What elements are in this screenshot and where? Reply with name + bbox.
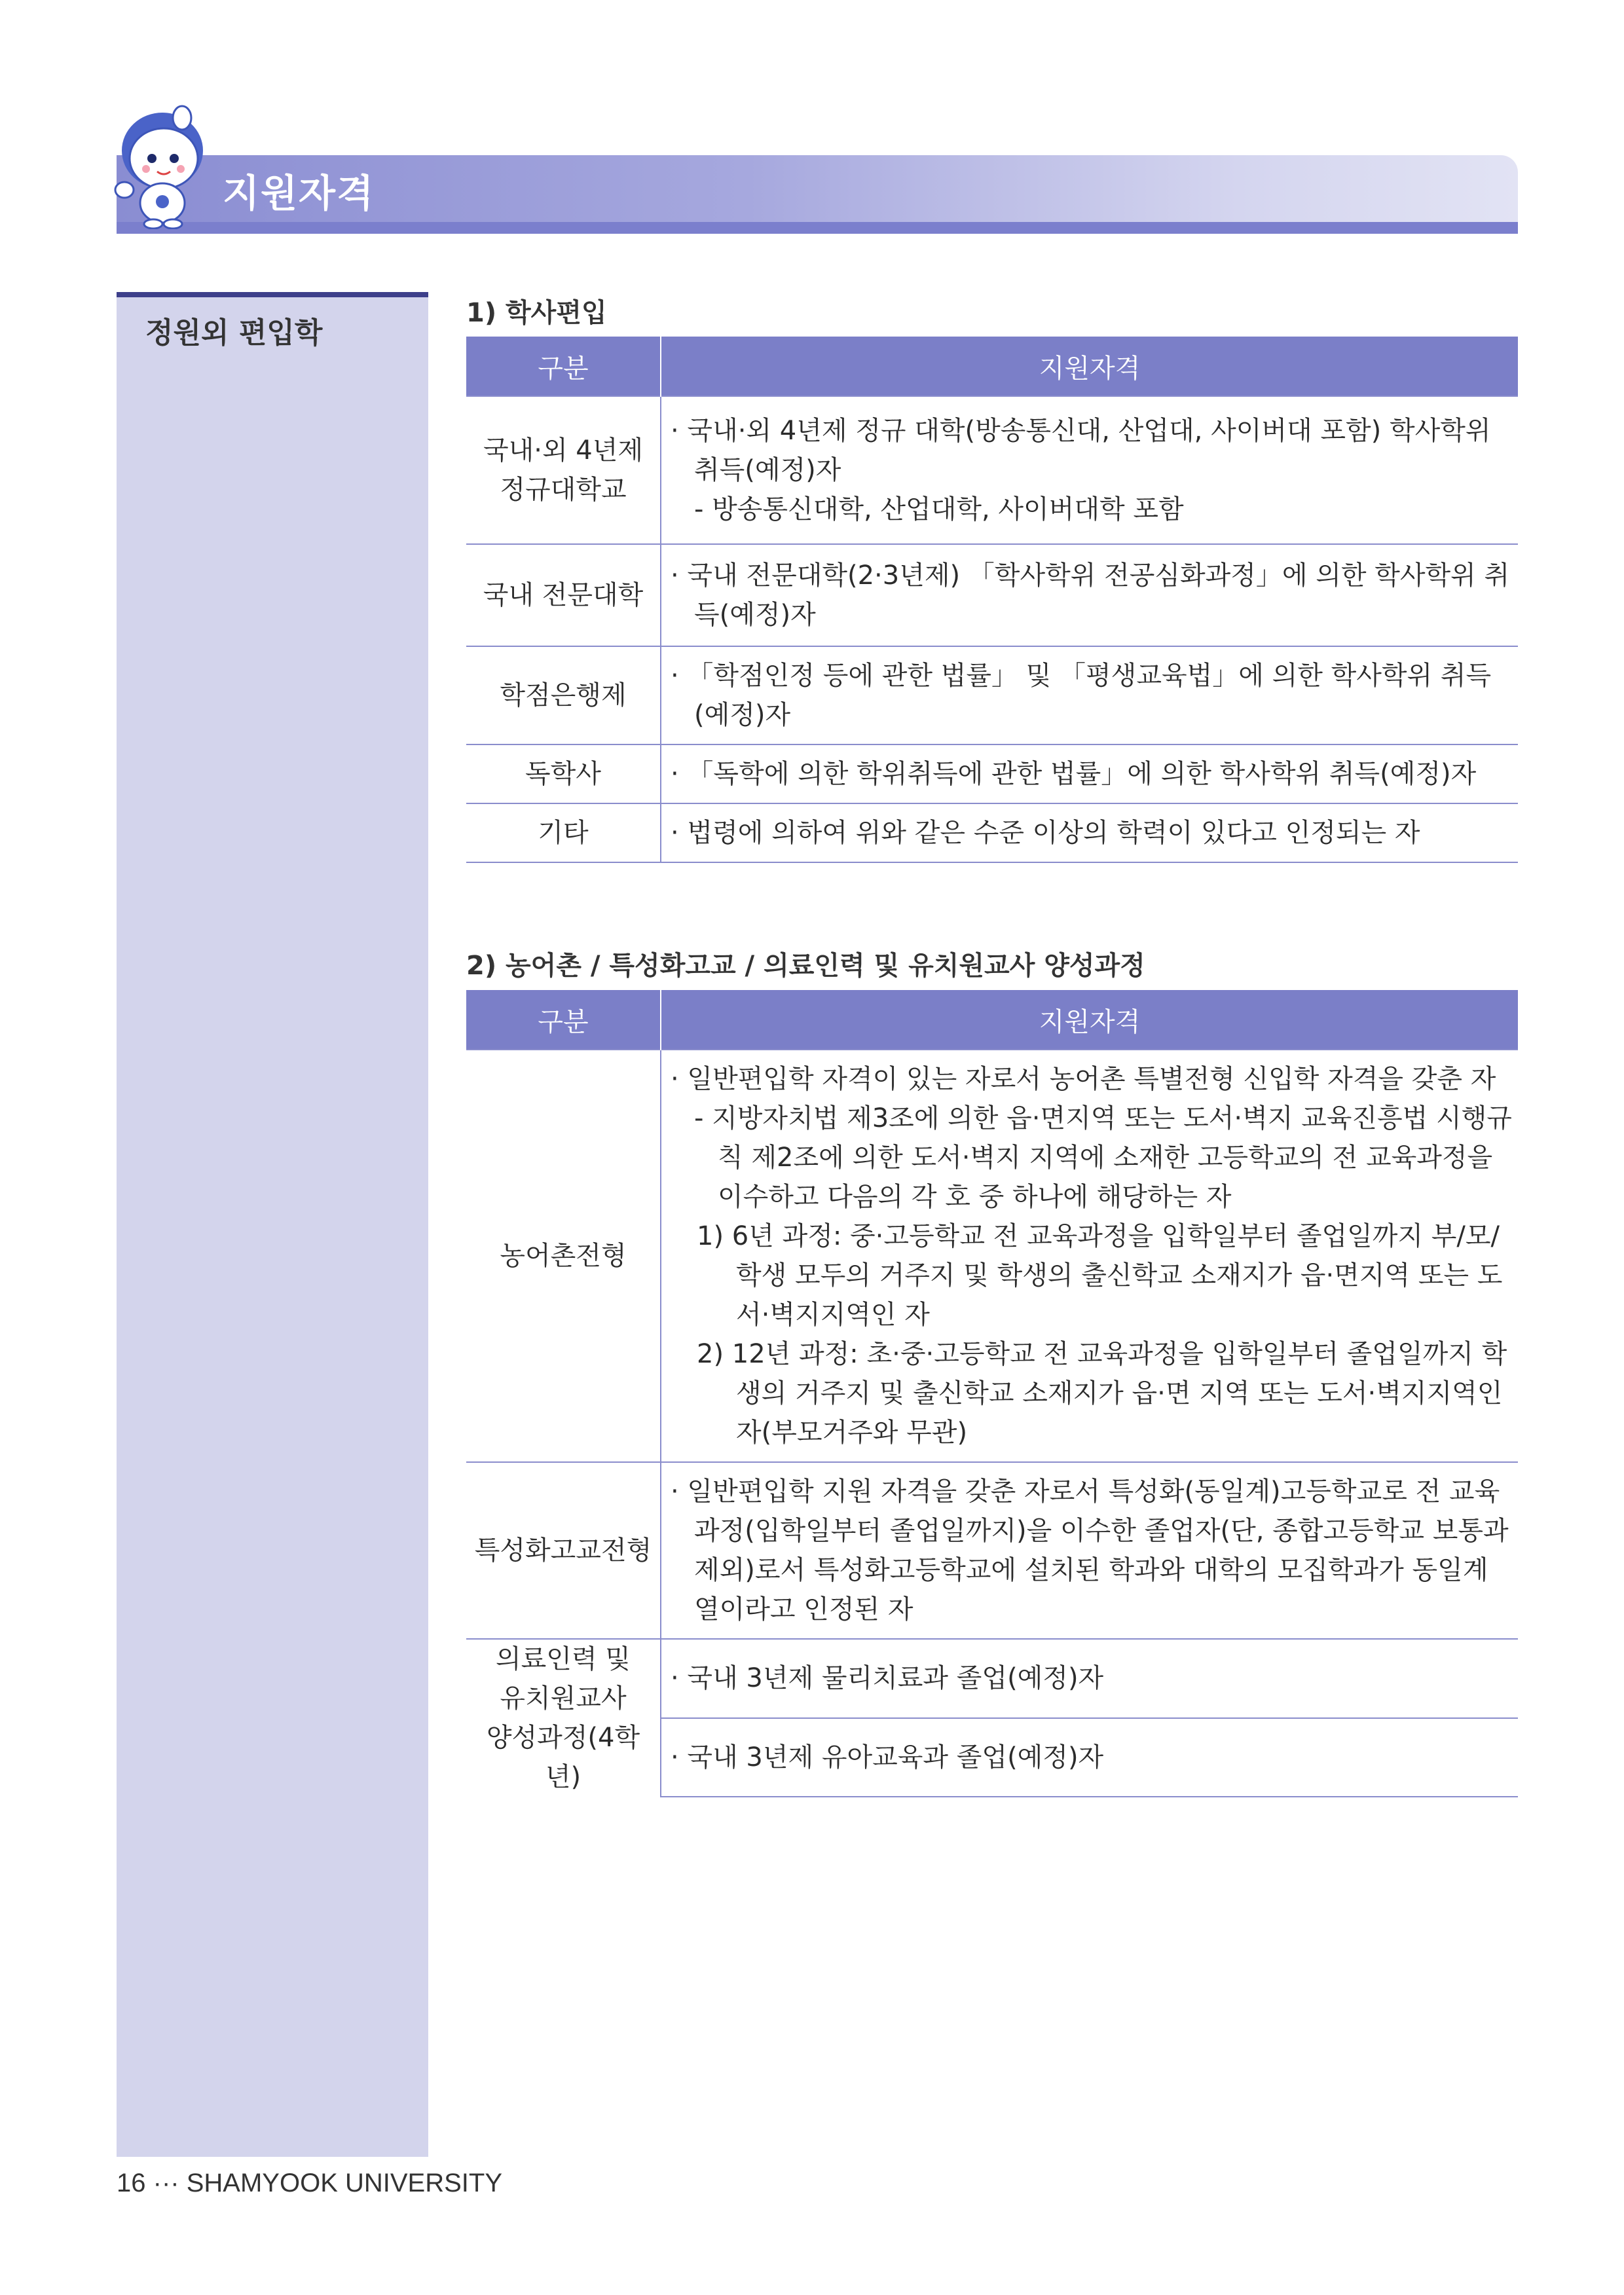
row-category: 국내 전문대학 bbox=[466, 544, 661, 646]
page-footer bbox=[117, 2169, 502, 2198]
table-header-row bbox=[466, 337, 1518, 396]
footer-separator: ··· bbox=[153, 2169, 179, 2197]
row-description: · 일반편입학 지원 자격을 갖춘 자로서 특성화(동일계)고등학교로 전 교육과정(입학일부터 졸업일까지)을 이수한 졸업자(단, 종합고등학교 보통과 제외)로서 특성화고등학교에 설치된 학과와 대학의 모집학과가 동일계열이라고 인정된 자 bbox=[661, 1462, 1518, 1639]
row-description: · 법령에 의하여 위와 같은 수준 이상의 학력이 있다고 인정되는 자 bbox=[661, 803, 1518, 862]
page-number: 16 bbox=[117, 2169, 146, 2197]
page-title: 지원자격 bbox=[223, 171, 375, 215]
column-header: 지원자격 bbox=[661, 337, 1518, 396]
row-category: 학점은행제 bbox=[466, 646, 661, 744]
table-row bbox=[466, 744, 1518, 803]
row-category: 의료인력 및 유치원교사 양성과정(4학년) bbox=[466, 1639, 661, 1797]
table-row bbox=[466, 646, 1518, 744]
row-category: 국내·외 4년제 정규대학교 bbox=[466, 396, 661, 544]
row-description: · 국내 3년제 물리치료과 졸업(예정)자 bbox=[661, 1639, 1518, 1718]
row-category: 특성화고교전형 bbox=[466, 1462, 661, 1639]
sidebar-title: 정원외 편입학 bbox=[145, 316, 323, 350]
section2-title: 2) 농어촌 / 특성화고교 / 의료인력 및 유치원교사 양성과정 bbox=[466, 951, 1145, 981]
column-header: 지원자격 bbox=[661, 990, 1518, 1050]
row-description: · 「학점인정 등에 관한 법률」 및 「평생교육법」에 의한 학사학위 취득(예정)자 bbox=[661, 646, 1518, 744]
row-description: · 일반편입학 자격이 있는 자로서 농어촌 특별전형 신입학 자격을 갖춘 자 - 지방자치법 제3조에 의한 읍·면지역 또는 도서·벽지 교육진흥법 시행규칙 제2조에 의한 도서·벽지 지역에 소재한 고등학교의 전 교육과정을 이수하고 다음의 각 호 중 하나에 해당하는 자 1) 6년 과정: 중·고등학교 전 교육과정을 입학일부터 졸업일까지 부/모/학생 모두의 거주지 및 학생의 출신학교 소재지가 읍·면지역 또는 도서·벽지지역인 자 2) 12년 과정: 초·중·고등학교 전 교육과정을 입학일부터 졸업일까지 학생의 거주지 및 출신학교 소재지가 읍·면 지역 또는 도서·벽지지역인 자(부모거주와 무관) bbox=[661, 1050, 1518, 1462]
section2-table bbox=[466, 990, 1518, 1797]
section1-title: 1) 학사편입 bbox=[466, 298, 607, 328]
table-row bbox=[466, 1639, 1518, 1718]
column-header: 구분 bbox=[466, 990, 661, 1050]
row-description: · 국내·외 4년제 정규 대학(방송통신대, 산업대, 사이버대 포함) 학사학위 취득(예정)자 - 방송통신대학, 산업대학, 사이버대학 포함 bbox=[661, 396, 1518, 544]
column-header: 구분 bbox=[466, 337, 661, 396]
row-category: 농어촌전형 bbox=[466, 1050, 661, 1462]
header-underline bbox=[117, 222, 1518, 234]
mascot-icon bbox=[110, 98, 215, 229]
table-header-row bbox=[466, 990, 1518, 1050]
university-name: SHAMYOOK UNIVERSITY bbox=[186, 2169, 503, 2197]
table-row bbox=[466, 396, 1518, 544]
table-row bbox=[466, 544, 1518, 646]
section1-table bbox=[466, 337, 1518, 863]
row-description: · 국내 3년제 유아교육과 졸업(예정)자 bbox=[661, 1718, 1518, 1797]
sidebar bbox=[117, 292, 428, 2157]
row-description: · 「독학에 의한 학위취득에 관한 법률」에 의한 학사학위 취득(예정)자 bbox=[661, 744, 1518, 803]
table-row bbox=[466, 1462, 1518, 1639]
row-description: · 국내 전문대학(2·3년제) 「학사학위 전공심화과정」에 의한 학사학위 취득(예정)자 bbox=[661, 544, 1518, 646]
table-row bbox=[466, 1050, 1518, 1462]
row-category: 독학사 bbox=[466, 744, 661, 803]
row-category: 기타 bbox=[466, 803, 661, 862]
table-row bbox=[466, 803, 1518, 862]
